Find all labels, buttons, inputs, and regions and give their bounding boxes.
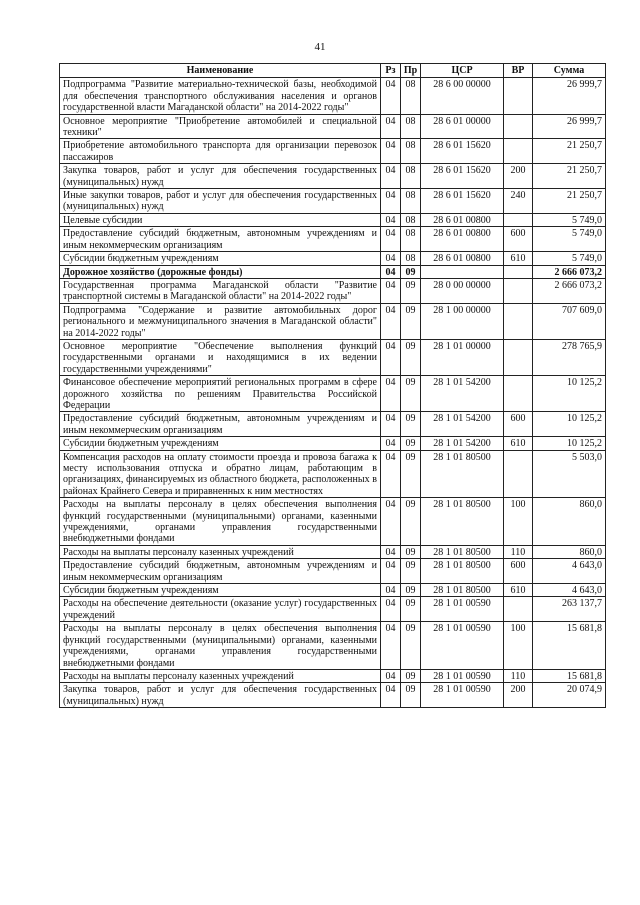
cell-rz: 04 [381, 584, 401, 597]
header-name: Наименование [60, 64, 381, 78]
cell-pr: 09 [401, 437, 421, 450]
cell-vr [504, 139, 533, 164]
cell-vr: 600 [504, 227, 533, 252]
cell-csr: 28 0 00 00000 [421, 278, 504, 303]
table-row [60, 139, 606, 164]
cell-name: Расходы на выплаты персоналу в целях обеспечения выполнения функций государственными (муниципальными) органами, казенными учреждениями, органами управления государственными внебюджетными фондами [60, 622, 381, 670]
table-row [60, 584, 606, 597]
cell-sum: 5 749,0 [533, 227, 606, 252]
cell-sum: 860,0 [533, 498, 606, 546]
cell-pr: 09 [401, 597, 421, 622]
cell-name: Расходы на выплаты персоналу казенных учреждений [60, 545, 381, 558]
table-row [60, 559, 606, 584]
cell-pr: 09 [401, 683, 421, 708]
cell-pr: 09 [401, 339, 421, 375]
table-row [60, 545, 606, 558]
cell-csr: 28 1 01 54200 [421, 376, 504, 412]
cell-name: Финансовое обеспечение мероприятий региональных программ в сфере дорожного хозяйства по решениям Правительства Российской Федерации [60, 376, 381, 412]
cell-pr: 09 [401, 278, 421, 303]
cell-name: Компенсация расходов на оплату стоимости проезда и провоза багажа к месту использования отпуска и обратно лицам, работающим в организациях, финансируемых из областного бюджета, расположенных в районах Крайнего Севера и приравненных к ним местностях [60, 450, 381, 498]
cell-name: Основное мероприятие "Обеспечение выполнения функций государственными органами и находящимися в их ведении государственными учреждениями" [60, 339, 381, 375]
cell-sum: 26 999,7 [533, 114, 606, 139]
cell-name: Расходы на выплаты персоналу казенных учреждений [60, 669, 381, 682]
table-row [60, 412, 606, 437]
cell-vr [504, 339, 533, 375]
cell-vr [504, 114, 533, 139]
cell-name: Подпрограмма "Развитие материально-технической базы, необходимой для обеспечения транспортного обслуживания населения и органов государственной власти Магаданской области" на 2014-2022 годы" [60, 78, 381, 114]
cell-name: Основное мероприятие "Приобретение автомобилей и специальной техники" [60, 114, 381, 139]
cell-vr [504, 78, 533, 114]
cell-csr: 28 1 01 54200 [421, 437, 504, 450]
cell-name: Субсидии бюджетным учреждениям [60, 252, 381, 265]
cell-sum: 707 609,0 [533, 303, 606, 339]
cell-csr: 28 1 01 80500 [421, 498, 504, 546]
cell-sum: 5 503,0 [533, 450, 606, 498]
cell-name: Целевые субсидии [60, 213, 381, 226]
cell-vr: 200 [504, 164, 533, 189]
cell-pr: 09 [401, 545, 421, 558]
cell-rz: 04 [381, 683, 401, 708]
header-csr: ЦСР [421, 64, 504, 78]
table-row [60, 597, 606, 622]
cell-rz: 04 [381, 339, 401, 375]
cell-vr: 100 [504, 498, 533, 546]
cell-pr: 09 [401, 559, 421, 584]
cell-rz: 04 [381, 412, 401, 437]
cell-rz: 04 [381, 278, 401, 303]
cell-sum: 2 666 073,2 [533, 265, 606, 278]
cell-sum: 278 765,9 [533, 339, 606, 375]
cell-rz: 04 [381, 450, 401, 498]
cell-csr: 28 6 00 00000 [421, 78, 504, 114]
cell-sum: 263 137,7 [533, 597, 606, 622]
table-row [60, 450, 606, 498]
cell-vr: 610 [504, 437, 533, 450]
cell-sum: 860,0 [533, 545, 606, 558]
cell-vr: 600 [504, 412, 533, 437]
cell-sum: 20 074,9 [533, 683, 606, 708]
cell-pr: 08 [401, 78, 421, 114]
cell-rz: 04 [381, 265, 401, 278]
cell-csr: 28 1 01 00590 [421, 597, 504, 622]
cell-pr: 08 [401, 164, 421, 189]
cell-pr: 09 [401, 376, 421, 412]
cell-csr: 28 1 01 00590 [421, 669, 504, 682]
cell-pr: 08 [401, 114, 421, 139]
cell-sum: 10 125,2 [533, 437, 606, 450]
cell-rz: 04 [381, 622, 401, 670]
cell-sum: 10 125,2 [533, 376, 606, 412]
cell-csr: 28 1 01 80500 [421, 450, 504, 498]
table-row [60, 303, 606, 339]
table-row [60, 498, 606, 546]
cell-vr [504, 213, 533, 226]
cell-name: Приобретение автомобильного транспорта для организации перевозок пассажиров [60, 139, 381, 164]
cell-csr: 28 1 01 80500 [421, 545, 504, 558]
cell-name: Иные закупки товаров, работ и услуг для обеспечения государственных (муниципальных) нужд [60, 189, 381, 214]
cell-vr [504, 450, 533, 498]
cell-csr: 28 6 01 00000 [421, 114, 504, 139]
header-rz: Рз [381, 64, 401, 78]
cell-name: Субсидии бюджетным учреждениям [60, 437, 381, 450]
cell-rz: 04 [381, 164, 401, 189]
cell-rz: 04 [381, 114, 401, 139]
cell-rz: 04 [381, 78, 401, 114]
cell-vr: 110 [504, 545, 533, 558]
cell-csr: 28 6 01 15620 [421, 189, 504, 214]
cell-csr [421, 265, 504, 278]
cell-pr: 08 [401, 213, 421, 226]
cell-pr: 09 [401, 498, 421, 546]
table-row [60, 339, 606, 375]
table-row [60, 227, 606, 252]
cell-vr: 100 [504, 622, 533, 670]
table-row [60, 683, 606, 708]
cell-vr: 600 [504, 559, 533, 584]
cell-rz: 04 [381, 213, 401, 226]
cell-csr: 28 6 01 15620 [421, 139, 504, 164]
cell-name: Подпрограмма "Содержание и развитие автомобильных дорог регионального и межмуниципального значения в Магаданской области" на 2014-2022 годы" [60, 303, 381, 339]
header-vr: ВР [504, 64, 533, 78]
budget-table [59, 63, 606, 708]
cell-name: Субсидии бюджетным учреждениям [60, 584, 381, 597]
cell-pr: 09 [401, 265, 421, 278]
cell-sum: 15 681,8 [533, 622, 606, 670]
cell-rz: 04 [381, 498, 401, 546]
cell-vr [504, 376, 533, 412]
cell-sum: 15 681,8 [533, 669, 606, 682]
table-row [60, 252, 606, 265]
cell-pr: 09 [401, 669, 421, 682]
cell-sum: 26 999,7 [533, 78, 606, 114]
cell-name: Расходы на обеспечение деятельности (оказание услуг) государственных учреждений [60, 597, 381, 622]
cell-rz: 04 [381, 139, 401, 164]
cell-vr: 200 [504, 683, 533, 708]
table-row [60, 669, 606, 682]
cell-sum: 2 666 073,2 [533, 278, 606, 303]
table-row [60, 376, 606, 412]
cell-vr: 110 [504, 669, 533, 682]
table-row [60, 265, 606, 278]
cell-vr: 610 [504, 584, 533, 597]
cell-csr: 28 6 01 15620 [421, 164, 504, 189]
page-number: 41 [314, 41, 326, 53]
cell-sum: 5 749,0 [533, 213, 606, 226]
table-row [60, 189, 606, 214]
cell-sum: 4 643,0 [533, 584, 606, 597]
table-row [60, 213, 606, 226]
cell-name: Предоставление субсидий бюджетным, автономным учреждениям и иным некоммерческим организациям [60, 559, 381, 584]
cell-rz: 04 [381, 437, 401, 450]
table-header-row [60, 64, 606, 78]
cell-vr [504, 265, 533, 278]
cell-rz: 04 [381, 189, 401, 214]
cell-pr: 08 [401, 139, 421, 164]
cell-pr: 08 [401, 189, 421, 214]
cell-rz: 04 [381, 227, 401, 252]
table-row [60, 622, 606, 670]
cell-vr: 240 [504, 189, 533, 214]
cell-csr: 28 6 01 00800 [421, 227, 504, 252]
table-row [60, 78, 606, 114]
cell-csr: 28 1 01 00590 [421, 622, 504, 670]
cell-csr: 28 1 01 80500 [421, 559, 504, 584]
cell-vr [504, 303, 533, 339]
cell-name: Предоставление субсидий бюджетным, автономным учреждениям и иным некоммерческим организациям [60, 412, 381, 437]
cell-sum: 5 749,0 [533, 252, 606, 265]
table-row [60, 437, 606, 450]
cell-sum: 4 643,0 [533, 559, 606, 584]
cell-pr: 09 [401, 450, 421, 498]
cell-csr: 28 1 01 54200 [421, 412, 504, 437]
cell-sum: 21 250,7 [533, 164, 606, 189]
cell-pr: 08 [401, 252, 421, 265]
cell-pr: 09 [401, 303, 421, 339]
cell-csr: 28 6 01 00800 [421, 213, 504, 226]
cell-name: Предоставление субсидий бюджетным, автономным учреждениям и иным некоммерческим организациям [60, 227, 381, 252]
cell-name: Расходы на выплаты персоналу в целях обеспечения выполнения функций государственными (муниципальными) органами, казенными учреждениями, органами управления государственными внебюджетными фондами [60, 498, 381, 546]
cell-rz: 04 [381, 252, 401, 265]
table-row [60, 278, 606, 303]
cell-pr: 09 [401, 584, 421, 597]
cell-rz: 04 [381, 597, 401, 622]
cell-rz: 04 [381, 303, 401, 339]
table-row [60, 114, 606, 139]
cell-name: Закупка товаров, работ и услуг для обеспечения государственных (муниципальных) нужд [60, 683, 381, 708]
cell-sum: 21 250,7 [533, 189, 606, 214]
cell-rz: 04 [381, 545, 401, 558]
cell-csr: 28 6 01 00800 [421, 252, 504, 265]
cell-vr: 610 [504, 252, 533, 265]
cell-rz: 04 [381, 376, 401, 412]
cell-csr: 28 1 01 00000 [421, 339, 504, 375]
cell-csr: 28 1 00 00000 [421, 303, 504, 339]
cell-name: Государственная программа Магаданской области "Развитие транспортной системы в Магаданской области" на 2014-2022 годы" [60, 278, 381, 303]
cell-csr: 28 1 01 80500 [421, 584, 504, 597]
cell-pr: 09 [401, 412, 421, 437]
cell-pr: 09 [401, 622, 421, 670]
cell-vr [504, 278, 533, 303]
table-row [60, 164, 606, 189]
cell-name: Закупка товаров, работ и услуг для обеспечения государственных (муниципальных) нужд [60, 164, 381, 189]
cell-sum: 10 125,2 [533, 412, 606, 437]
cell-rz: 04 [381, 559, 401, 584]
cell-rz: 04 [381, 669, 401, 682]
header-pr: Пр [401, 64, 421, 78]
cell-csr: 28 1 01 00590 [421, 683, 504, 708]
cell-sum: 21 250,7 [533, 139, 606, 164]
cell-name: Дорожное хозяйство (дорожные фонды) [60, 265, 381, 278]
header-sum: Сумма [533, 64, 606, 78]
cell-vr [504, 597, 533, 622]
cell-pr: 08 [401, 227, 421, 252]
